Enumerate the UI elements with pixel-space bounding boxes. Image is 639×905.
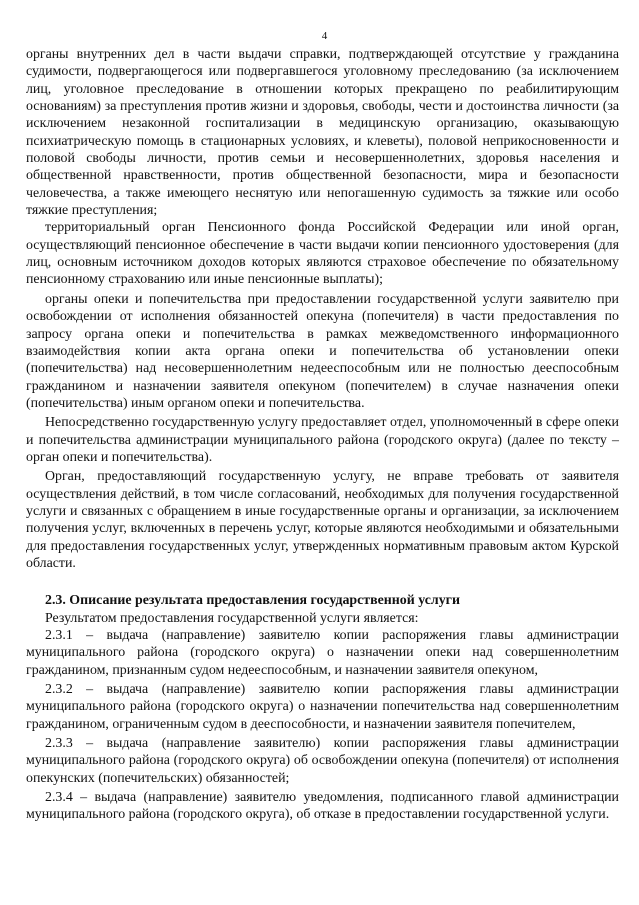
paragraph-result-2-3-3: 2.3.3 – выдача (направление заявителю) копии распоряжения главы администрации муниципального района (городского округа) об освобождении опекуна (попечителя) от исполнения опекунских (попечительских) обязанностей;: [26, 736, 619, 786]
section-heading-2-3: 2.3. Описание результата предоставления государственной услуги: [45, 593, 460, 609]
paragraph-result-2-3-1: 2.3.1 – выдача (направление) заявителю копии распоряжения главы администрации муниципального района (городского округа) о назначении опеки над совершеннолетним гражданином, признанным судом недееспособным, и назначении заявителя опекуном,: [26, 628, 619, 678]
document-body: [26, 46, 619, 824]
paragraph-result-2-3-4: 2.3.4 – выдача (направление) заявителю уведомления, подписанного главой администрации муниципального района (городского округа), об отказе в предоставлении государственной услуги.: [26, 790, 619, 823]
paragraph-result-2-3-2: 2.3.2 – выдача (направление) заявителю копии распоряжения главы администрации муниципального района (городского округа) о назначении попечительства над совершеннолетним гражданином, ограниченным судом в дееспособности, и назначении заявителя попечителем,: [26, 682, 619, 732]
paragraph-service-provider: Непосредственно государственную услугу предоставляет отдел, уполномоченный в сфере опеки и попечительства администрации муниципального района (городского округа) (далее по тексту – орган опеки и попечительства).: [26, 415, 619, 465]
page-number: 4: [321, 30, 328, 42]
paragraph-guardianship-bodies: органы опеки и попечительства при предоставлении государственной услуги заявителю при освобождении от исполнения обязанностей опекуна (попечителя) в части предоставления по запросу органа опеки и попечительства в рамках межведомственного информационного взаимодействия копии акта органа опеки и попечительства об установлении опеки (попечительства) над несовершеннолетним недееспособным или не полностью дееспособным гражданином и назначении заявителя опекуном (попечителем) в случае назначения опеки (попечительства) иным органом опеки и попечительства.: [26, 291, 619, 411]
section-spacer: [26, 572, 619, 592]
paragraph-provider-restrictions: Орган, предоставляющий государственную услугу, не вправе требовать от заявителя осуществления действий, в том числе согласований, необходимых для получения государственной услуги и связанных с обращением в иные государственные органы и организации, за исключением получения услуг, включенных в перечень услуг, которые являются необходимыми и обязательными для предоставления государственных услуг, утвержденных нормативным правовым актом Курской области.: [26, 469, 619, 571]
paragraph-pension-fund: территориальный орган Пенсионного фонда Российской Федерации или иной орган, осуществляющий пенсионное обеспечение в части выдачи копии пенсионного удостоверения (для лиц, основным источником доходов которых являются страховое обеспечение по обязательному пенсионному страхованию или иные пенсионные выплаты);: [26, 220, 619, 288]
paragraph-result-intro: Результатом предоставления государственной услуги является:: [45, 610, 419, 626]
paragraph-internal-affairs: органы внутренних дел в части выдачи справки, подтверждающей отсутствие у гражданина судимости, подвергающегося или подвергавшегося уголовному преследованию (за исключением лиц, уголовное преследование в отношении которых прекращено по реабилитирующим основаниям) за преступления против жизни и здоровья, свободы, чести и достоинства личности (за исключением незаконной госпитализации в медицинскую организацию, оказывающую психиатрическую помощь в стационарных условиях, и клеветы), половой неприкосновенности и половой свободы личности, против семьи и несовершеннолетних, здоровья населения и общественной нравственности, против общественной безопасности, мира и безопасности человечества, а также имеющего неснятую или непогашенную судимость за тяжкие или особо тяжкие преступления;: [26, 47, 619, 219]
